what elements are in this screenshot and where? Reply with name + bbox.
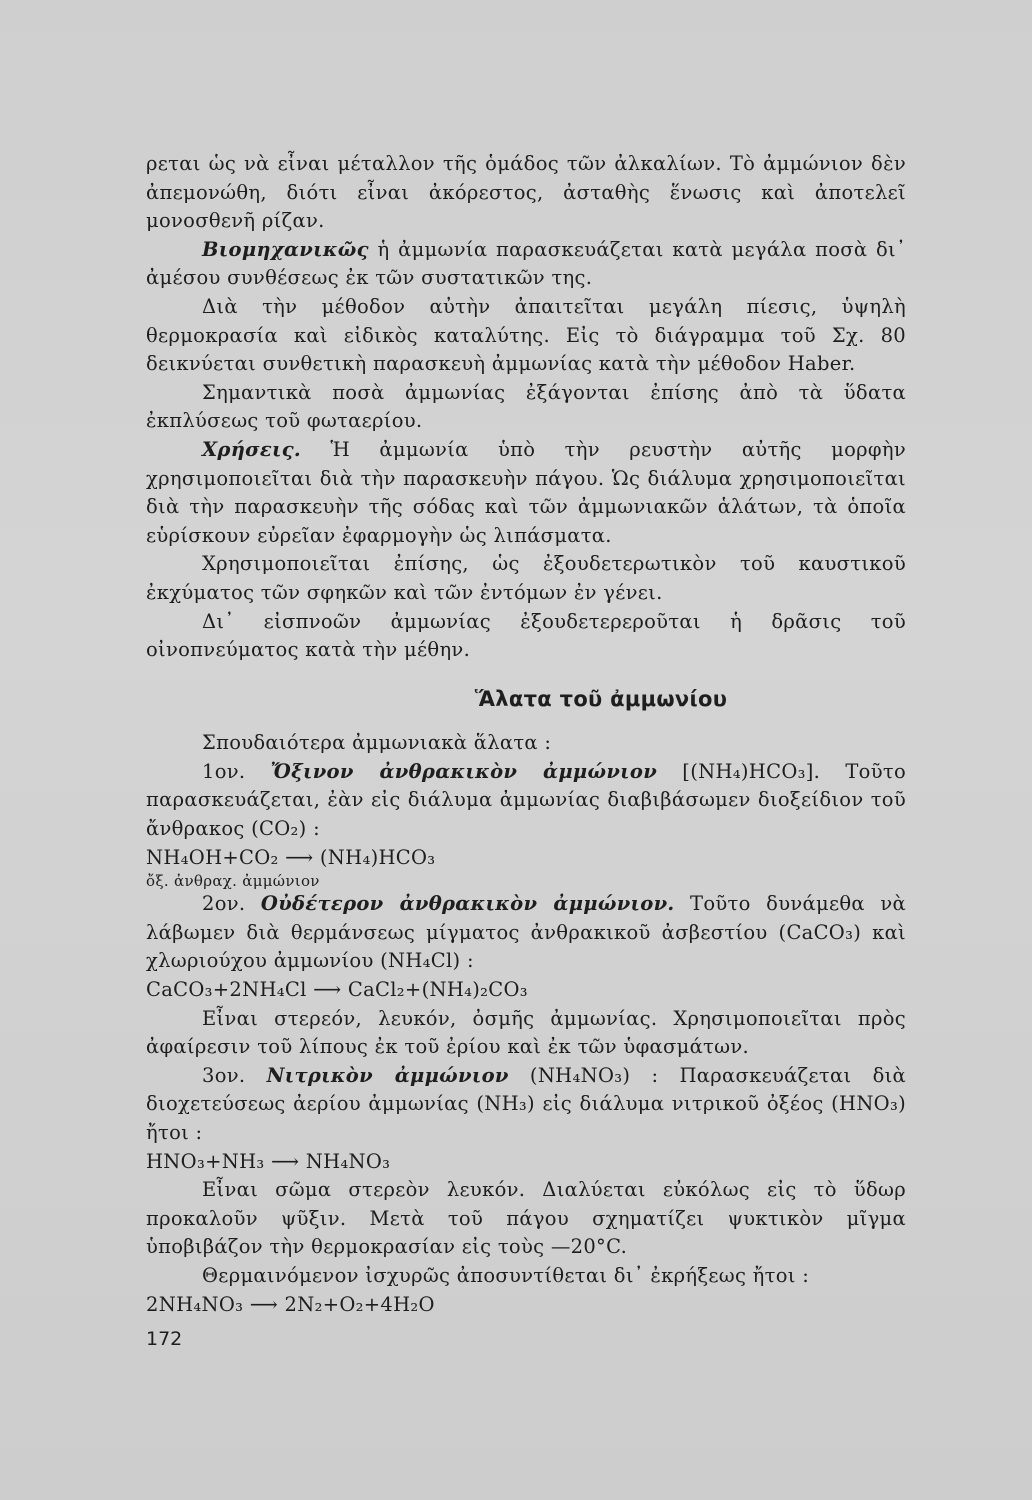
section-heading: Ἅλατα τοῦ ἀμμωνίου [474, 686, 728, 711]
salt-1-number: 1ον. [202, 759, 246, 783]
page-content [146, 150, 906, 1319]
term-uses: Χρήσεις. [202, 437, 302, 461]
salt-1-paragraph [146, 758, 906, 844]
page-number: 172 [146, 1328, 183, 1350]
equation-1: NH₄OH+CO₂ ⟶ (NH₄)HCO₃ [146, 845, 436, 869]
salt-3-paragraph [146, 1062, 906, 1148]
paragraph-neutralizer: Χρησιμοποιεῖται ἐπίσης, ὡς ἐξουδετερωτικὸν τοῦ καυστικοῦ ἐκχύματος τῶν σφηκῶν καὶ τῶν ἐντόμων ἐν γένει. [146, 552, 906, 604]
equation-3: HNO₃+NH₃ ⟶ NH₄NO₃ [146, 1149, 391, 1173]
salt-2-paragraph [146, 890, 906, 976]
equation-1-note: ὄξ. ἀνθραχ. ἀμμώνιον [146, 872, 320, 891]
salt-1-text: Τοῦτο παρασκευάζεται, ἐὰν εἰς διάλυμα ἀμμωνίας διαβιβάσωμεν διοξείδιον τοῦ ἄνθρακος (CO₂) : [146, 759, 907, 841]
term-industrially: Βιομηχανικῶς [202, 237, 369, 261]
salt-2-name: Οὐδέτερον ἀνθρακικὸν ἀμμώνιον. [260, 892, 675, 916]
paragraph-ammonium-intro: ρεται ὡς νὰ εἶναι μέταλλον τῆς ὁμάδος τῶν ἀλκαλίων. Τὸ ἀμμώνιον δὲν ἀπεμονώθη, διότι εἶναι ἀκόρεστος, ἀσταθὴς ἕνωσις καὶ ἀποτελεῖ μονοσθενῆ ρίζαν. [146, 152, 906, 233]
salt-1-name: Ὄξινον ἀνθρακικὸν ἀμμώνιον [270, 759, 658, 783]
paragraph-alcohol: Δι᾿ εἰσπνοῶν ἀμμωνίας ἐξουδετερεροῦται ἡ δρᾶσις τοῦ οἰνοπνεύματος κατὰ τὴν μέθην. [146, 609, 906, 662]
salt-3-properties: Εἶναι σῶμα στερεὸν λευκόν. Διαλύεται εὐκόλως εἰς τὸ ὕδωρ προκαλοῦν ψῦξιν. Μετὰ τοῦ πάγου σχηματίζει ψυκτικὸν μῖγμα ὑποβιβάζον τὴν θερμοκρασίαν εἰς τοὺς —20°C. [146, 1178, 906, 1259]
paragraph-industrial-text: ἡ ἀμμωνία παρασκευάζεται κατὰ μεγάλα ποσὰ δι᾿ ἀμέσου συνθέσεως ἐκ τῶν συστατικῶν της. [146, 237, 906, 290]
paragraph-industrial [146, 236, 906, 293]
paragraph-gaswater: Σημαντικὰ ποσὰ ἀμμωνίας ἐξάγονται ἐπίσης ἀπὸ τὰ ὕδατα ἐκπλύσεως τοῦ φωταερίου. [146, 380, 906, 433]
salt-2-number: 2ον. [202, 892, 246, 916]
paragraph-uses-text: Ἡ ἀμμωνία ὑπὸ τὴν ρευστὴν αὐτῆς μορφὴν χρησιμοποιεῖται διὰ τὴν παρασκευὴν πάγου. Ὡς διάλυμα χρησιμοποιεῖται διὰ τὴν παρασκευὴν τῆς σόδας καὶ τῶν ἀμμωνιακῶν ἁλάτων, τὰ ὁποῖα εὑρίσκουν εὐρεῖαν ἐφαρμογὴν ὡς λιπάσματα. [146, 437, 906, 547]
salt-2-properties: Εἶναι στερεόν, λευκόν, ὀσμῆς ἀμμωνίας. Χρησιμοποιεῖται πρὸς ἀφαίρεσιν τοῦ λίπους ἐκ τοῦ ἐρίου καὶ ἐκ τῶν ὑφασμάτων. [146, 1006, 906, 1059]
salt-3-decomposition: Θερμαινόμενον ἰσχυρῶς ἀποσυντίθεται δι᾿ ἐκρήξεως ἤτοι : [202, 1263, 810, 1287]
salt-2-text: Τοῦτο δυνάμεθα νὰ λάβωμεν διὰ θερμάνσεως μίγματος ἀνθρακικοῦ ἀσβεστίου (CaCO₃) καὶ χλωριούχου ἀμμωνίου (NH₄Cl) : [146, 892, 907, 973]
equation-4: 2NH₄NO₃ ⟶ 2N₂+O₂+4H₂O [146, 1292, 435, 1316]
equation-2: CaCO₃+2NH₄Cl ⟶ CaCl₂+(NH₄)₂CO₃ [146, 978, 528, 1002]
salt-1-formula: [(NH₄)HCO₃]. [682, 759, 821, 783]
salts-intro: Σπουδαιότερα ἀμμωνιακὰ ἅλατα : [202, 731, 552, 755]
salt-3-number: 3ον. [202, 1063, 246, 1087]
salt-3-name: Νιτρικὸν ἀμμώνιον [266, 1063, 509, 1087]
salt-3-text: (NH₄NO₃) : Παρασκευάζεται διὰ διοχετεύσεως ἀερίου ἀμμωνίας (NH₃) εἰς διάλυμα νιτρικοῦ ὀξέος (HNO₃) ἤτοι : [146, 1063, 907, 1144]
paragraph-uses [146, 436, 906, 550]
paragraph-haber: Διὰ τὴν μέθοδον αὐτὴν ἀπαιτεῖται μεγάλη πίεσις, ὑψηλὴ θερμοκρασία καὶ εἰδικὸς καταλύτης. Εἰς τὸ διάγραμμα τοῦ Σχ. 80 δεικνύεται συνθετικὴ παρασκευὴ ἀμμωνίας κατὰ τὴν μέθοδον Haber. [146, 294, 906, 376]
